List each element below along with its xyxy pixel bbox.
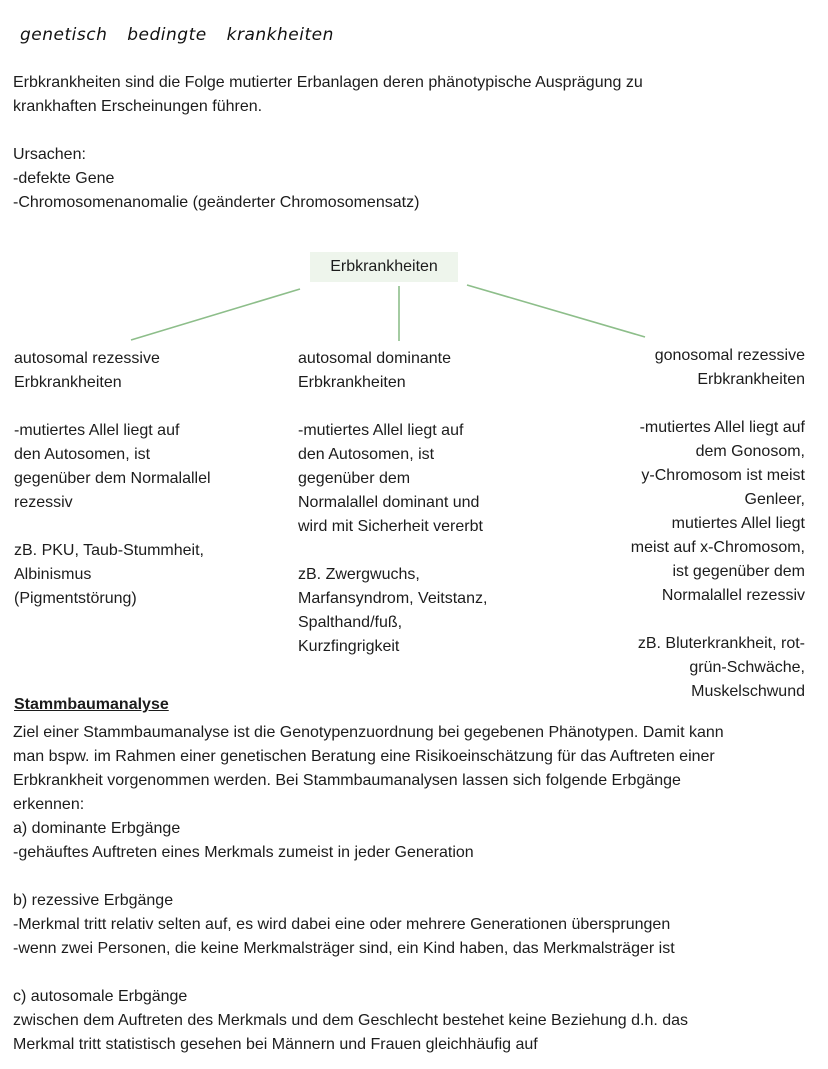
column-desc-line: ist gegenüber dem [672, 563, 805, 580]
column-desc-line: -mutiertes Allel liegt auf [639, 419, 805, 436]
pedigree-line: -Merkmal tritt relativ selten auf, es wird dabei eine oder mehrere Generationen übersprungen [13, 916, 671, 933]
handwritten-title: genetisch bedingte krankheiten [20, 25, 334, 45]
pedigree-line: -gehäuftes Auftreten eines Merkmals zumeist in jeder Generation [13, 844, 474, 861]
intro-line: Erbkrankheiten sind die Folge mutierter Erbanlagen deren phänotypische Ausprägung zu [13, 74, 643, 91]
pedigree-line: erkennen: [13, 796, 85, 813]
pedigree-line: zwischen dem Auftreten des Merkmals und dem Geschlecht bestehet keine Beziehung d.h. das [13, 1012, 689, 1029]
column-desc-line: den Autosomen, ist [14, 446, 151, 463]
pedigree-line: Merkmal tritt statistisch gesehen bei Männern und Frauen gleichhäufig auf [13, 1036, 538, 1053]
column-example-line: Marfansyndrom, Veitstanz, [298, 590, 488, 607]
column-title-line: autosomal rezessive [14, 350, 160, 367]
connector-line-left [131, 289, 300, 340]
column-desc-line: meist auf x-Chromosom, [630, 539, 805, 556]
section-title-stammbaumanalyse: Stammbaumanalyse [14, 696, 169, 713]
column-title-line: autosomal dominante [298, 350, 451, 367]
diagram-connector-lines [0, 0, 828, 360]
column-desc-line: dem Gonosom, [695, 443, 805, 460]
column-example-line: (Pigmentstörung) [14, 590, 137, 607]
column-desc-line: rezessiv [14, 494, 73, 511]
pedigree-line: man bspw. im Rahmen einer genetischen Beratung eine Risikoeinschätzung für das Auftreten einer [13, 748, 715, 765]
column-desc-line: Genleer, [744, 491, 805, 508]
column-desc-line: -mutiertes Allel liegt auf [14, 422, 180, 439]
column-desc-line: wird mit Sicherheit vererbt [298, 518, 483, 535]
column-desc-line: y-Chromosom ist meist [641, 467, 805, 484]
column-desc-line: -mutiertes Allel liegt auf [298, 422, 464, 439]
column-example-line: Muskelschwund [691, 683, 805, 700]
column-desc-line: Normalallel dominant und [298, 494, 480, 511]
column-example-line: zB. Zwergwuchs, [298, 566, 420, 583]
connector-line-right [467, 285, 645, 337]
column-desc-line: gegenüber dem [298, 470, 411, 487]
column-autosomal-recessive [14, 347, 211, 611]
pedigree-line: c) autosomale Erbgänge [13, 988, 188, 1005]
pedigree-line: -wenn zwei Personen, die keine Merkmalsträger sind, ein Kind haben, das Merkmalsträger ist [13, 940, 675, 957]
column-gonosomal-recessive [631, 344, 805, 704]
column-title-line: Erbkrankheiten [14, 374, 122, 391]
column-desc-line: mutiertes Allel liegt [671, 515, 805, 532]
column-title-line: Erbkrankheiten [298, 374, 406, 391]
pedigree-line: a) dominante Erbgänge [13, 820, 181, 837]
column-example-line: zB. Bluterkrankheit, rot- [637, 635, 805, 652]
pedigree-line: b) rezessive Erbgänge [13, 892, 174, 909]
column-desc-line: Normalallel rezessiv [661, 587, 805, 604]
pedigree-line: Erbkrankheit vorgenommen werden. Bei Stammbaumanalysen lassen sich folgende Erbgänge [13, 772, 681, 789]
column-example-line: Kurzfingrigkeit [298, 638, 400, 655]
column-example-line: zB. PKU, Taub-Stummheit, [14, 542, 204, 559]
column-example-line: grün-Schwäche, [689, 659, 805, 676]
column-autosomal-dominant [298, 347, 487, 659]
cause-item: -Chromosomenanomalie (geänderter Chromosomensatz) [13, 194, 420, 211]
diagram-center-label: Erbkrankheiten [310, 252, 458, 282]
pedigree-paragraph [13, 721, 724, 1057]
column-desc-line: gegenüber dem Normalallel [14, 470, 211, 487]
column-example-line: Spalthand/fuß, [298, 614, 403, 631]
causes-heading: Ursachen: [13, 146, 86, 163]
intro-line: krankhaften Erscheinungen führen. [13, 98, 263, 115]
cause-item: -defekte Gene [13, 170, 115, 187]
column-desc-line: den Autosomen, ist [298, 446, 435, 463]
column-example-line: Albinismus [14, 566, 92, 583]
column-title-line: gonosomal rezessive [654, 347, 805, 364]
column-title-line: Erbkrankheiten [697, 371, 805, 388]
pedigree-line: Ziel einer Stammbaumanalyse ist die Genotypenzuordnung bei gegebenen Phänotypen. Damit kann [13, 724, 724, 741]
